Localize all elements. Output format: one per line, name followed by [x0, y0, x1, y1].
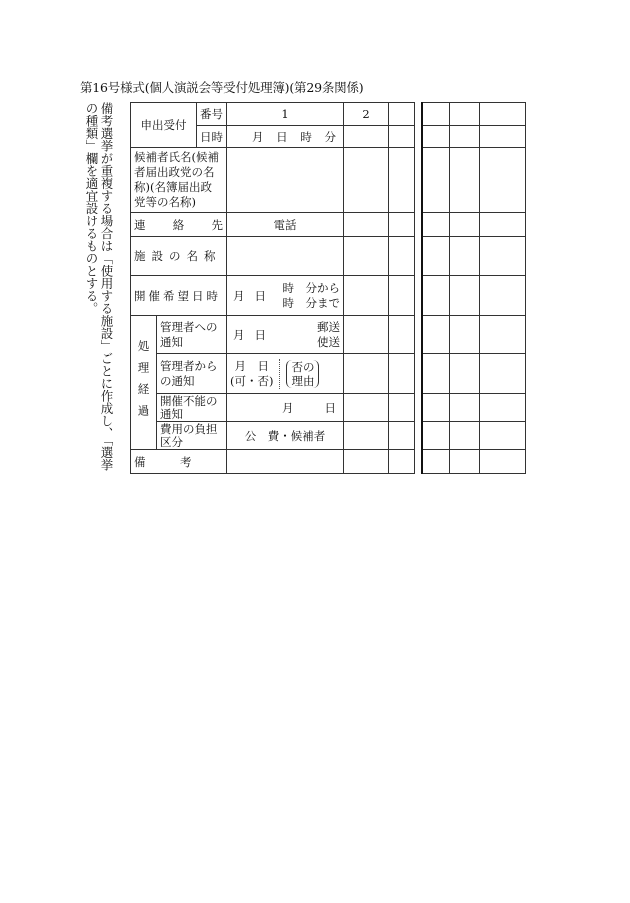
row-contact — [131, 213, 526, 237]
blank-cell — [389, 354, 415, 394]
row-remarks — [131, 450, 526, 474]
process-text: 処理経過 — [136, 339, 151, 426]
bango-label: 番号 — [197, 103, 227, 126]
gap-cell — [415, 103, 423, 126]
blank-cell — [389, 316, 415, 354]
dotted-divider — [279, 359, 280, 389]
datetime-cell — [227, 126, 344, 148]
blank-cell — [344, 148, 389, 213]
cannot-notice-label: 開催不能の通知 — [157, 394, 227, 422]
month-label: 月 — [252, 129, 264, 144]
from-label: 時 分から — [282, 280, 340, 295]
blank-cell — [449, 126, 479, 148]
day-label: 日 — [276, 129, 288, 144]
contact-label — [131, 213, 227, 237]
day-label: 日 — [254, 288, 266, 303]
blank-cell — [422, 148, 449, 213]
blank-cell — [422, 316, 449, 354]
month-label: 月 — [282, 400, 294, 415]
blank-cell — [449, 103, 479, 126]
row-number — [131, 103, 526, 126]
process-label — [131, 316, 157, 450]
gap-cell — [415, 126, 423, 148]
blank-cell — [422, 394, 449, 422]
blank-cell — [389, 103, 415, 126]
remarks-label: 備 考 — [131, 450, 227, 474]
day-label: 日 — [254, 327, 266, 342]
blank-cell — [227, 450, 344, 474]
notice-to-manager-label: 管理者への通知 — [157, 316, 227, 354]
gap-cell — [415, 450, 423, 474]
notice-to-manager-cell — [227, 316, 344, 354]
blank-cell — [389, 213, 415, 237]
until-label: 時 分まで — [282, 295, 340, 310]
blank-cell — [344, 213, 389, 237]
notice-from-manager-label: 管理者からの通知 — [157, 354, 227, 394]
blank-cell — [227, 148, 344, 213]
blank-cell — [344, 276, 389, 316]
gap-cell — [415, 276, 423, 316]
note-heading: 備考 — [99, 102, 114, 127]
blank-cell — [344, 450, 389, 474]
phone-label: 電話 — [227, 213, 344, 237]
blank-cell — [449, 316, 479, 354]
notice-from-manager-cell — [227, 354, 344, 394]
hope-datetime-cell — [227, 276, 344, 316]
blank-cell — [449, 237, 479, 276]
delivery-label: 使送 — [317, 334, 340, 349]
note-line1 — [99, 102, 114, 471]
blank-cell — [449, 422, 479, 450]
blank-cell — [344, 126, 389, 148]
blank-cell — [479, 276, 525, 316]
col2-number: 2 — [344, 103, 389, 126]
blank-cell — [479, 126, 525, 148]
blank-cell — [389, 276, 415, 316]
month-label: 月 — [234, 358, 246, 373]
blank-cell — [344, 394, 389, 422]
row-notice-from-manager — [131, 354, 526, 394]
form-title: 第16号様式(個人演説会等受付処理簿)(第29条関係) — [80, 80, 364, 95]
kahi-label: (可・否) — [230, 373, 274, 388]
blank-cell — [422, 126, 449, 148]
gap-cell — [415, 354, 423, 394]
gap-cell — [415, 422, 423, 450]
gap-cell — [415, 213, 423, 237]
blank-cell — [479, 450, 525, 474]
gap-cell — [415, 394, 423, 422]
contact-text: 連 絡 先 — [134, 217, 223, 232]
blank-cell — [344, 354, 389, 394]
blank-cell — [449, 213, 479, 237]
col1-number: 1 — [227, 103, 344, 126]
gap-cell — [415, 237, 423, 276]
blank-cell — [389, 148, 415, 213]
blank-cell — [479, 213, 525, 237]
blank-cell — [449, 394, 479, 422]
note-line2-text: の種類」欄を適宜設けるものとする。 — [84, 102, 99, 315]
row-cost — [131, 422, 526, 450]
moshide-uketsuke-label: 申出受付 — [131, 103, 197, 148]
blank-cell — [422, 276, 449, 316]
blank-cell — [479, 422, 525, 450]
blank-cell — [389, 126, 415, 148]
month-label: 月 — [233, 288, 245, 303]
blank-cell — [479, 237, 525, 276]
reception-table — [130, 102, 526, 474]
blank-cell — [422, 354, 449, 394]
blank-cell — [344, 316, 389, 354]
blank-cell — [449, 450, 479, 474]
month-label: 月 — [233, 327, 245, 342]
cost-value: 公 費・候補者 — [227, 422, 344, 450]
blank-cell — [389, 422, 415, 450]
blank-cell — [389, 450, 415, 474]
cannot-notice-cell — [227, 394, 344, 422]
facility-label: 施設の名称 — [131, 237, 227, 276]
hour-label: 時 — [300, 129, 312, 144]
row-notice-to-manager — [131, 316, 526, 354]
blank-cell — [422, 422, 449, 450]
blank-cell — [422, 237, 449, 276]
blank-cell — [344, 237, 389, 276]
blank-cell — [449, 148, 479, 213]
blank-cell — [479, 394, 525, 422]
row-cannot-notice — [131, 394, 526, 422]
blank-cell — [479, 316, 525, 354]
gap-cell — [415, 316, 423, 354]
day-label: 日 — [324, 400, 336, 415]
blank-cell — [449, 276, 479, 316]
blank-cell — [389, 237, 415, 276]
blank-cell — [344, 422, 389, 450]
note-line1-text: 選挙が重複する場合は「使用する施設」ごとに作成し、「選挙 — [99, 127, 114, 471]
minute-label: 分 — [324, 129, 336, 144]
day-label: 日 — [257, 358, 269, 373]
blank-cell — [422, 213, 449, 237]
blank-cell — [449, 354, 479, 394]
blank-cell — [227, 237, 344, 276]
row-facility — [131, 237, 526, 276]
blank-cell — [479, 103, 525, 126]
blank-cell — [389, 394, 415, 422]
mail-label: 郵送 — [317, 319, 340, 334]
reason-label-a: 否の — [291, 359, 315, 374]
nichiji-label: 日時 — [197, 126, 227, 148]
row-hope-datetime — [131, 276, 526, 316]
blank-cell — [422, 103, 449, 126]
reason-bracket — [286, 360, 319, 388]
candidate-name-label: 候補者氏名(候補者届出政党の名称)(名簿届出政党等の名称) — [131, 148, 227, 213]
cost-label: 費用の負担区分 — [157, 422, 227, 450]
reason-label-b: 理由 — [291, 373, 315, 388]
blank-cell — [479, 148, 525, 213]
blank-cell — [422, 450, 449, 474]
row-candidate — [131, 148, 526, 213]
blank-cell — [479, 354, 525, 394]
note-line2 — [84, 102, 99, 315]
gap-cell — [415, 148, 423, 213]
hope-datetime-label: 開催希望日時 — [131, 276, 227, 316]
